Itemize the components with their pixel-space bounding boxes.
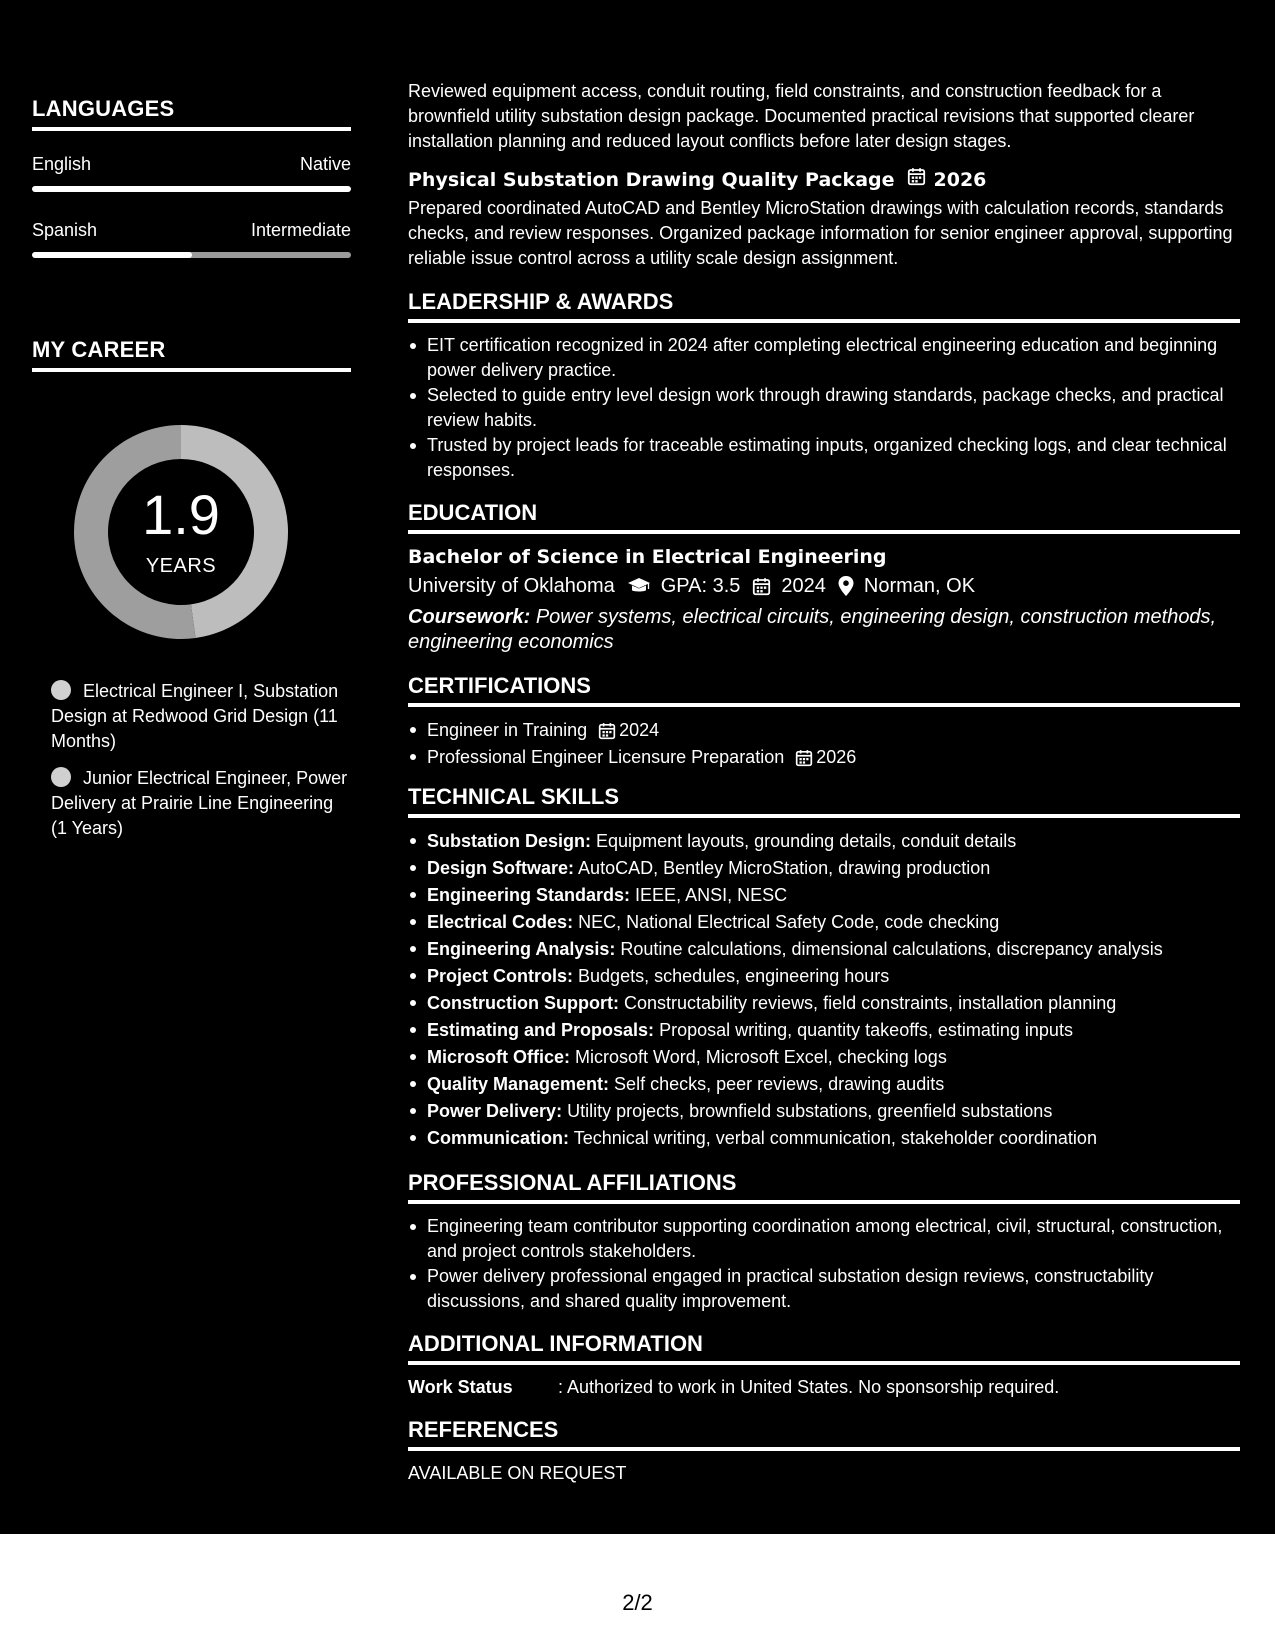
work-status-value: : Authorized to work in United States. No sponsorship required. [558, 1377, 1060, 1397]
certifications-title: CERTIFICATIONS [408, 673, 591, 698]
references-section [408, 1416, 1240, 1486]
affiliations-list [408, 1214, 1240, 1313]
skill-text: AutoCAD, Bentley MicroStation, drawing production [578, 858, 991, 878]
career-years-unit: YEARS [145, 555, 217, 577]
skill-text: Microsoft Word, Microsoft Excel, checking logs [575, 1047, 947, 1067]
language-item-spanish [32, 218, 351, 258]
map-pin-icon [838, 576, 854, 596]
skill-label: Quality Management: [427, 1074, 610, 1094]
section-divider [408, 814, 1240, 818]
page-footer [0, 1534, 1275, 1650]
skills-section [408, 783, 1240, 1152]
skill-label: Engineering Analysis: [427, 939, 616, 959]
skill-label: Power Delivery: [427, 1101, 563, 1121]
career-list [32, 679, 351, 841]
skills-list [408, 828, 1240, 1152]
coursework-label: Coursework: [408, 606, 531, 628]
list-item: Trusted by project leads for traceable estimating inputs, organized checking logs, and clear technical responses. [408, 433, 1240, 482]
certifications-section [408, 672, 1240, 771]
career-item-text: Junior Electrical Engineer, Power Delivery at Prairie Line Engineering (1 Years) [51, 768, 348, 838]
calendar-icon [598, 722, 616, 740]
project-title: Physical Substation Drawing Quality Package [408, 169, 895, 191]
leadership-list [408, 333, 1240, 482]
list-item [408, 717, 1240, 744]
career-item [51, 679, 351, 754]
section-divider [408, 319, 1240, 323]
career-years-value: 1.9 [142, 483, 220, 546]
skill-label: Design Software: [427, 858, 575, 878]
skill-label: Communication: [427, 1128, 569, 1148]
coursework-text: Power systems, electrical circuits, engineering design, construction methods, engineering economics [408, 606, 1217, 653]
skill-item [408, 936, 1240, 963]
skill-text: Equipment layouts, grounding details, conduit details [596, 831, 1017, 851]
project-title-row [408, 167, 1240, 193]
project-description: Prepared coordinated AutoCAD and Bentley MicroStation drawings with calculation records, standards checks, and review responses. Organized package information for senior engineer approval, supporting reliable issue control across a utility scale design assignment. [408, 198, 1233, 268]
language-name: English [32, 154, 92, 174]
main-content [408, 79, 1240, 1486]
skill-text: Technical writing, verbal communication, stakeholder coordination [573, 1128, 1097, 1148]
skill-text: Proposal writing, quantity takeoffs, estimating inputs [659, 1020, 1073, 1040]
language-level-bar [32, 186, 351, 192]
skill-label: Construction Support: [427, 993, 619, 1013]
education-school: University of Oklahoma [408, 575, 615, 597]
language-level-fill [32, 252, 192, 258]
bullet-dot-icon [51, 680, 71, 700]
skill-text: NEC, National Electrical Safety Code, code checking [578, 912, 1000, 932]
language-name: Spanish [32, 220, 98, 240]
skill-item [408, 828, 1240, 855]
skill-text: Self checks, peer reviews, drawing audits [614, 1074, 945, 1094]
skill-item [408, 1098, 1240, 1125]
education-location: Norman, OK [863, 575, 976, 597]
career-donut-chart [66, 417, 296, 647]
leadership-title: LEADERSHIP & AWARDS [408, 289, 674, 314]
work-status-label: Work Status [408, 1377, 513, 1397]
project-description: Reviewed equipment access, conduit routing, field constraints, and construction feedback for a brownfield utility substation design package. Documented practical revisions that supported clearer installation planning and reduced layout conflicts before later design stages. [408, 81, 1195, 151]
education-year: 2024 [781, 575, 826, 597]
skill-item [408, 1125, 1240, 1152]
graduation-cap-icon [627, 577, 651, 595]
additional-title: ADDITIONAL INFORMATION [408, 1331, 703, 1356]
list-item: Selected to guide entry level design work through drawing standards, package checks, and practical review habits. [408, 383, 1240, 432]
certification-name: Engineer in Training [427, 720, 588, 740]
skill-label: Microsoft Office: [427, 1047, 571, 1067]
skill-item [408, 1071, 1240, 1098]
education-section [408, 499, 1240, 655]
calendar-icon [907, 167, 926, 193]
calendar-icon [752, 577, 771, 596]
page-number: 2/2 [622, 1590, 653, 1615]
skill-label: Project Controls: [427, 966, 574, 986]
career-item-text: Electrical Engineer I, Substation Design at Redwood Grid Design (11 Months) [51, 681, 339, 751]
language-level-fill [32, 186, 351, 192]
references-text: AVAILABLE ON REQUEST [408, 1463, 627, 1483]
certification-year: 2024 [619, 720, 660, 740]
skill-item [408, 882, 1240, 909]
affiliations-title: PROFESSIONAL AFFILIATIONS [408, 1170, 737, 1195]
skills-title: TECHNICAL SKILLS [408, 784, 620, 809]
language-item-english [32, 152, 351, 192]
certifications-list [408, 717, 1240, 771]
skill-label: Substation Design: [427, 831, 592, 851]
skill-label: Estimating and Proposals: [427, 1020, 655, 1040]
affiliations-section [408, 1169, 1240, 1313]
languages-title: LANGUAGES [32, 96, 175, 121]
references-title: REFERENCES [408, 1417, 559, 1442]
career-item [51, 766, 351, 841]
section-divider [408, 1447, 1240, 1451]
work-status-row [408, 1375, 1240, 1399]
certification-year: 2026 [816, 747, 857, 767]
project-year: 2026 [933, 169, 987, 191]
skill-text: Utility projects, brownfield substations, greenfield substations [567, 1101, 1053, 1121]
education-coursework [408, 605, 1240, 655]
bullet-dot-icon [51, 767, 71, 787]
skill-item [408, 1017, 1240, 1044]
leadership-section [408, 288, 1240, 482]
language-level: Native [299, 154, 351, 174]
sidebar [32, 95, 351, 853]
list-item: EIT certification recognized in 2024 after completing electrical engineering education and beginning power delivery practice. [408, 333, 1240, 382]
section-divider [32, 127, 351, 131]
skill-text: IEEE, ANSI, NESC [635, 885, 788, 905]
education-title: EDUCATION [408, 500, 538, 525]
skill-text: Constructability reviews, field constraints, installation planning [624, 993, 1117, 1013]
skill-label: Electrical Codes: [427, 912, 574, 932]
section-divider [32, 368, 351, 372]
education-gpa: GPA: 3.5 [660, 575, 741, 597]
skill-item [408, 855, 1240, 882]
section-divider [408, 1200, 1240, 1204]
list-item: Power delivery professional engaged in practical substation design reviews, constructability discussions, and shared quality improvement. [408, 1264, 1240, 1313]
additional-section [408, 1330, 1240, 1399]
skill-text: Routine calculations, dimensional calculations, discrepancy analysis [620, 939, 1163, 959]
language-level-bar [32, 252, 351, 258]
section-divider [408, 703, 1240, 707]
certification-name: Professional Engineer Licensure Preparation [427, 747, 785, 767]
education-degree: Bachelor of Science in Electrical Engineering [408, 546, 887, 568]
skill-item [408, 963, 1240, 990]
language-level: Intermediate [250, 220, 351, 240]
skill-item [408, 1044, 1240, 1071]
skill-item [408, 909, 1240, 936]
career-title: MY CAREER [32, 337, 166, 362]
skill-text: Budgets, schedules, engineering hours [578, 966, 890, 986]
skill-item [408, 990, 1240, 1017]
list-item: Engineering team contributor supporting coordination among electrical, civil, structural, construction, and project controls stakeholders. [408, 1214, 1240, 1263]
section-divider [408, 1361, 1240, 1365]
list-item [408, 744, 1240, 771]
education-meta [408, 571, 1240, 601]
calendar-icon [795, 749, 813, 767]
skill-label: Engineering Standards: [427, 885, 631, 905]
languages-section [32, 95, 351, 258]
career-section [32, 336, 351, 841]
section-divider [408, 530, 1240, 534]
